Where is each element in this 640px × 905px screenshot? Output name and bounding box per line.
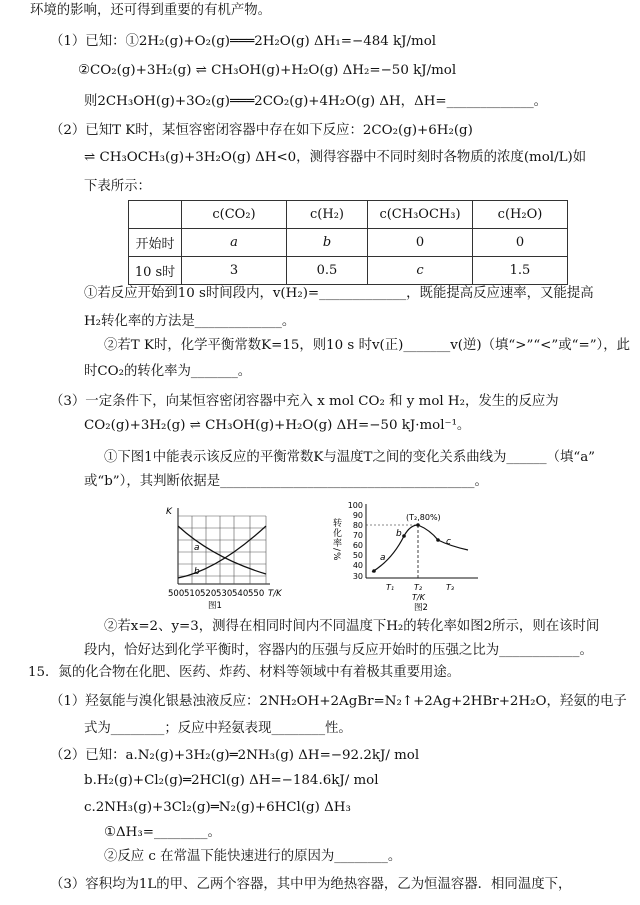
table-cell: 0.5	[287, 257, 368, 285]
text-line: 式为________；反应中羟氨表现________性。	[84, 721, 352, 736]
text-line: c.2NH₃(g)+3Cl₂(g)═N₂(g)+6HCl(g) ΔH₃	[84, 800, 351, 815]
fig2-label-c: c	[446, 537, 451, 547]
table-header-cell	[129, 201, 182, 229]
text-line: CO₂(g)+3H₂(g) ⇌ CH₃OH(g)+H₂O(g) ΔH=−50 kJ·mol⁻¹。	[84, 418, 471, 433]
fig1-label-a: a	[194, 543, 200, 553]
text-line: ①ΔH₃=________。	[104, 825, 221, 840]
fig2-point	[372, 569, 376, 573]
text-line: 环境的影响，还可得到重要的有机产物。	[30, 3, 272, 18]
fig2-y-tick: 100	[347, 501, 363, 510]
fig2-point	[402, 534, 406, 538]
text-line: 或“b”），其判断依据是______________________________________。	[84, 474, 488, 489]
text-line: b.H₂(g)+Cl₂(g)═2HCl(g) ΔH=−184.6kJ/ mol	[84, 773, 379, 788]
fig2-y-tick: 90	[352, 511, 363, 520]
figure-2	[330, 498, 510, 612]
text-line: ②若x=2、y=3，测得在相同时间内不同温度下H₂的转化率如图2所示，则在该时间	[104, 619, 600, 634]
fig2-x-label: T/K	[412, 593, 425, 602]
fig1-x-tick: 500	[168, 589, 185, 599]
table-header-cell: c(H₂O)	[473, 201, 568, 229]
fig2-y-tick: 80	[352, 521, 363, 530]
fig2-y-tick: 60	[352, 541, 363, 550]
table-cell: 0	[473, 229, 568, 257]
fig2-label-b: b	[396, 529, 402, 539]
table-cell: b	[287, 229, 368, 257]
fig2-x-tick: T₂	[414, 583, 423, 592]
text-line: 则2CH₃OH(g)+3O₂(g)═══2CO₂(g)+4H₂O(g) ΔH，ΔH=_____________。	[84, 94, 548, 109]
fig2-y-ticks	[348, 501, 363, 581]
fig1-x-tick: 510	[184, 589, 201, 599]
fig2-y-tick: 40	[352, 561, 363, 570]
fig2-x-ticks	[386, 583, 454, 592]
text-line: 15．氮的化合物在化肥、医药、炸药、材料等领域中有着极其重要用途。	[28, 665, 461, 680]
fig2-label-a: a	[380, 553, 386, 563]
table-header-cell: c(H₂)	[287, 201, 368, 229]
text-line: （3）容积均为1L的甲、乙两个容器，其中甲为绝热容器，乙为恒温容器．相同温度下，	[50, 877, 572, 892]
fig1-curve-a	[178, 526, 266, 574]
text-line: H₂转化率的方法是_____________。	[84, 314, 296, 329]
text-line: ②若T K时，化学平衡常数K=15，则10 s 时v(正)_______v(逆)（填“>”“<”或“=”），此	[104, 338, 631, 353]
table-cell: 1.5	[473, 257, 568, 285]
fig1-grid	[178, 516, 266, 584]
fig2-curve	[372, 525, 468, 572]
text-line: （3）一定条件下，向某恒容密闭容器中充入 x mol CO₂ 和 y mol H₂，发生的反应为	[50, 394, 559, 409]
table-cell: 0	[368, 229, 473, 257]
fig1-x-label: T/K	[268, 589, 282, 599]
fig1-x-tick: 550	[248, 589, 265, 599]
fig1-caption: 图1	[208, 601, 222, 611]
table-cell: 3	[182, 257, 287, 285]
text-line: ①下图1中能表示该反应的平衡常数K与温度T之间的变化关系曲线为______（填“a”	[104, 450, 596, 465]
text-line: 段内，恰好达到化学平衡时，容器内的压强与反应开始时的压强之比为____________。	[84, 643, 593, 658]
figure-1	[158, 500, 288, 612]
text-line: ⇌ CH₃OCH₃(g)+3H₂O(g) ΔH<0，测得容器中不同时刻时各物质的浓度(mol/L)如	[84, 150, 587, 165]
fig2-caption: 图2	[414, 603, 428, 612]
text-line: ①若反应开始到10 s时间段内，v(H₂)=_____________，既能提高反应速率，又能提高	[84, 286, 594, 301]
text-line: ②反应 c 在常温下能快速进行的原因为________。	[104, 849, 402, 864]
fig2-peak-label: (T₂,80%)	[406, 513, 441, 522]
table-cell: a	[182, 229, 287, 257]
text-line: 下表所示：	[84, 179, 151, 194]
text-line: 时CO₂的转化率为_______。	[84, 364, 252, 379]
table-cell: c	[368, 257, 473, 285]
text-line: （2）已知T K时，某恒容密闭容器中存在如下反应：2CO₂(g)+6H₂(g)	[50, 123, 473, 138]
fig1-x-tick: 540	[232, 589, 249, 599]
table-header-cell: c(CH₃OCH₃)	[368, 201, 473, 229]
fig2-point	[436, 538, 440, 542]
fig2-x-tick: T₃	[446, 583, 455, 592]
fig2-y-tick: 70	[352, 531, 363, 540]
table-cell: 开始时	[129, 229, 182, 257]
text-line: （2）已知：a.N₂(g)+3H₂(g)═2NH₃(g) ΔH=−92.2kJ/ mol	[50, 748, 420, 763]
fig2-x-tick: T₁	[386, 583, 395, 592]
fig1-y-label: K	[166, 507, 172, 517]
table-row	[129, 229, 568, 257]
table-row	[129, 257, 568, 285]
fig2-y-tick: 30	[352, 572, 363, 581]
fig1-x-tick: 530	[216, 589, 233, 599]
text-line: （1）羟氨能与溴化银悬浊液反应：2NH₂OH+2AgBr=N₂↑+2Ag+2HBr+2H₂O，羟氨的电子	[50, 694, 627, 709]
fig2-y-label-text: 转化率/%	[331, 518, 341, 562]
text-line: ②CO₂(g)+3H₂(g) ⇌ CH₃OH(g)+H₂O(g) ΔH₂=−50 kJ/mol	[78, 63, 457, 78]
fig1-label-b: b	[194, 567, 200, 577]
table-header-cell: c(CO₂)	[182, 201, 287, 229]
text-line: （1）已知：①2H₂(g)+O₂(g)═══2H₂O(g) ΔH₁=−484 kJ/mol	[50, 34, 437, 49]
table-header-row	[129, 201, 568, 229]
fig2-y-tick: 50	[352, 551, 363, 560]
fig1-x-ticks	[168, 589, 264, 599]
fig2-y-label	[331, 517, 342, 562]
table-cell: 10 s时	[129, 257, 182, 285]
fig1-x-tick: 520	[200, 589, 217, 599]
fig2-point	[416, 523, 420, 527]
concentration-table	[128, 200, 568, 285]
